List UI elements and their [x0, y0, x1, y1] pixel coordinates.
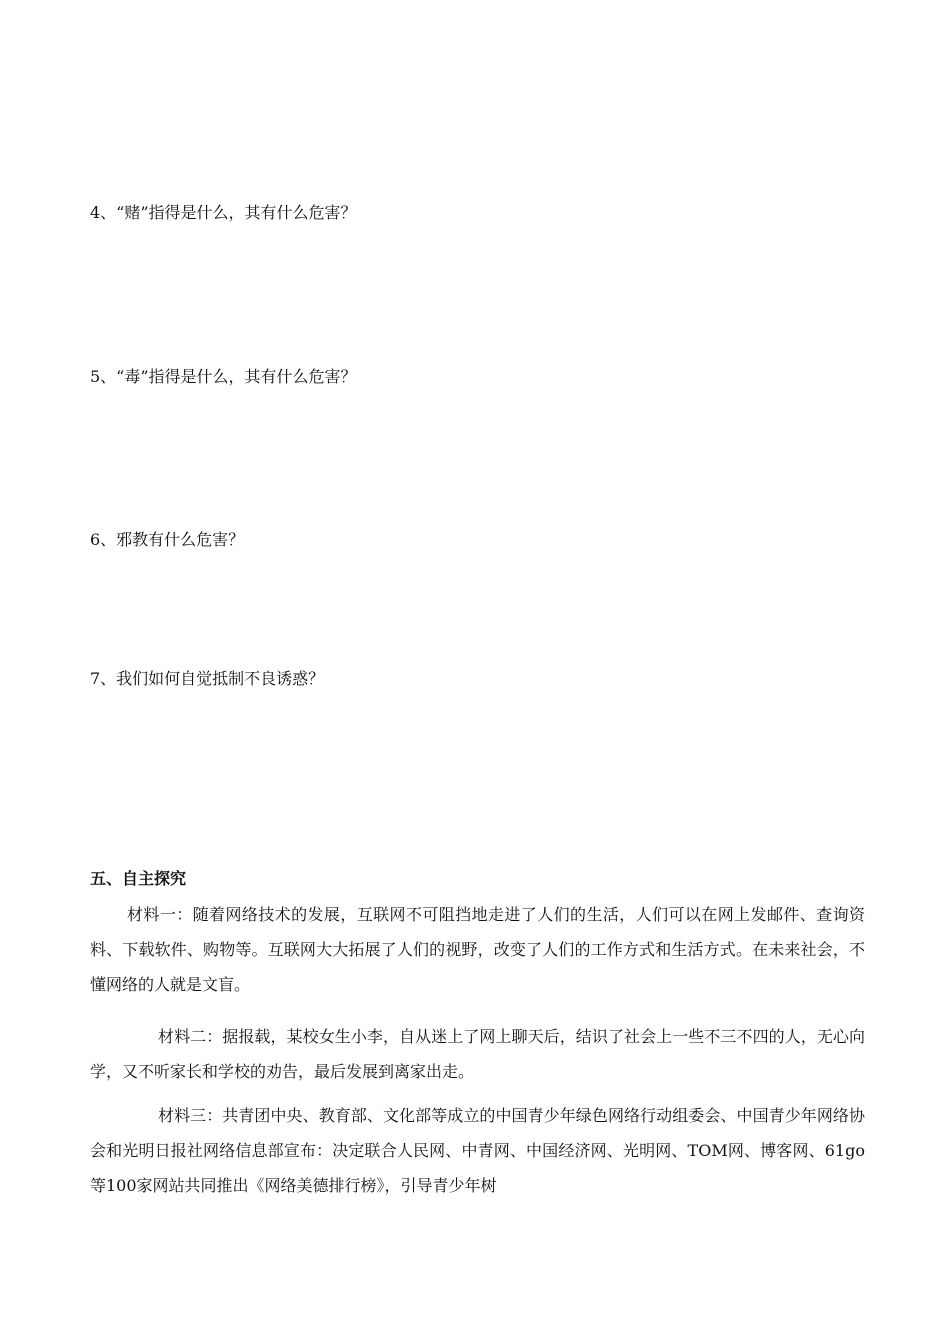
question-5: 5、“毒”指得是什么，其有什么危害？ [90, 367, 357, 386]
question-7: 7、我们如何自觉抵制不良诱惑？ [90, 669, 325, 688]
question-4: 4、“赌”指得是什么，其有什么危害？ [90, 203, 357, 222]
material-two-paragraph: 材料二：据报载，某校女生小李，自从迷上了网上聊天后，结识了社会上一些不三不四的人，无心向学，又不听家长和学校的劝告，最后发展到离家出走。 [90, 1027, 865, 1081]
question-6: 6、邪教有什么危害？ [90, 530, 245, 549]
section-title: 五、自主探究 [90, 869, 187, 888]
material-one-paragraph: 材料一：随着网络技术的发展，互联网不可阻挡地走进了人们的生活，人们可以在网上发邮件、查询资料、下载软件、购物等。互联网大大拓展了人们的视野，改变了人们的工作方式和生活方式。在未来社会，不懂网络的人就是文盲。 [90, 905, 865, 994]
material-three-paragraph: 材料三：共青团中央、教育部、文化部等成立的中国青少年绿色网络行动组委会、中国青少年网络协会和光明日报社网络信息部宣布：决定联合人民网、中青网、中国经济网、光明网、TOM网、博客网、61go等100家网站共同推出《网络美德排行榜》，引导青少年树 [90, 1106, 865, 1195]
